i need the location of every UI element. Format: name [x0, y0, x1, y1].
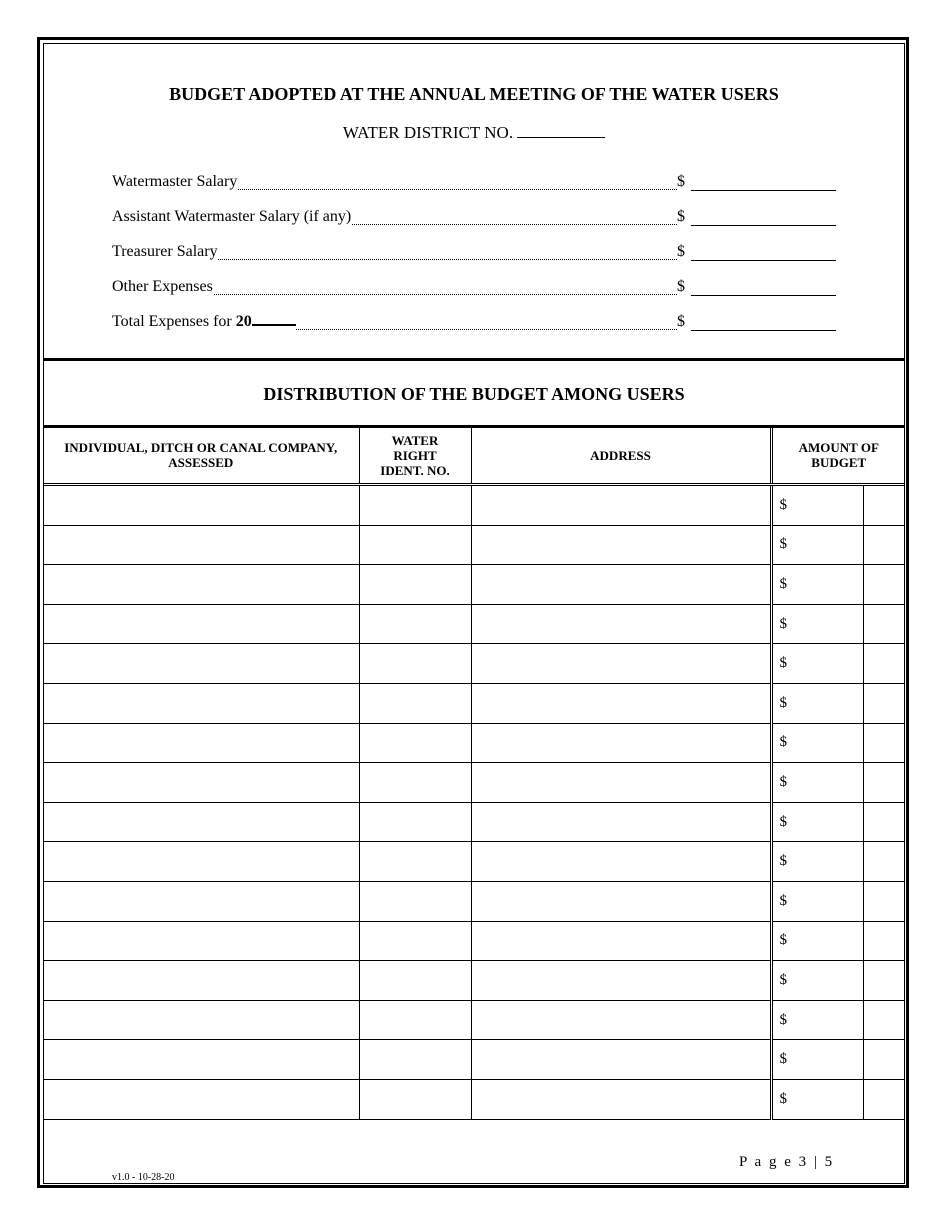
treasurer-salary-field[interactable] [691, 260, 836, 261]
expense-line-other [112, 277, 838, 299]
cell-amount[interactable] [771, 842, 863, 882]
expense-label: Other Expenses [112, 278, 213, 295]
table-row [43, 1079, 905, 1119]
table-row [43, 683, 905, 723]
table-header-row [43, 427, 905, 485]
cell-address[interactable] [471, 604, 771, 644]
cell-individual[interactable] [43, 961, 359, 1001]
dollar-sign: $ [677, 313, 685, 330]
col-header-individual: INDIVIDUAL, DITCH OR CANAL COMPANY, ASSESSED [43, 427, 359, 485]
cell-water-right[interactable] [359, 921, 471, 961]
cell-amount[interactable] [771, 802, 863, 842]
cell-amount-cents[interactable] [863, 1040, 905, 1080]
cell-amount-cents[interactable] [863, 1000, 905, 1040]
cell-amount[interactable] [771, 1079, 863, 1119]
cell-amount-cents[interactable] [863, 565, 905, 605]
cell-amount-cents[interactable] [863, 763, 905, 803]
cell-individual[interactable] [43, 565, 359, 605]
dollar-sign: $ [779, 971, 787, 988]
cell-address[interactable] [471, 1040, 771, 1080]
cell-water-right[interactable] [359, 802, 471, 842]
table-row [43, 644, 905, 684]
cell-address[interactable] [471, 961, 771, 1001]
table-row [43, 881, 905, 921]
cell-amount-cents[interactable] [863, 881, 905, 921]
cell-water-right[interactable] [359, 565, 471, 605]
dollar-sign: $ [779, 734, 787, 751]
dollar-sign: $ [677, 278, 685, 295]
expense-label: Watermaster Salary [112, 173, 238, 190]
cell-address[interactable] [471, 644, 771, 684]
dollar-sign: $ [779, 536, 787, 553]
cell-address[interactable] [471, 881, 771, 921]
cell-address[interactable] [471, 842, 771, 882]
cell-amount-cents[interactable] [863, 921, 905, 961]
table-row [43, 961, 905, 1001]
total-year-prefix: 20 [235, 313, 252, 330]
cell-water-right[interactable] [359, 683, 471, 723]
cell-amount[interactable] [771, 961, 863, 1001]
water-district-line [43, 123, 905, 143]
dollar-sign: $ [779, 1051, 787, 1068]
table-row [43, 842, 905, 882]
cell-amount[interactable] [771, 1000, 863, 1040]
dollar-sign: $ [677, 208, 685, 225]
expense-line-assistant [112, 207, 838, 229]
table-row [43, 604, 905, 644]
cell-individual[interactable] [43, 604, 359, 644]
dollar-sign: $ [779, 813, 787, 830]
cell-amount[interactable] [771, 921, 863, 961]
table-row [43, 525, 905, 565]
cell-individual[interactable] [43, 683, 359, 723]
table-row [43, 723, 905, 763]
cell-address[interactable] [471, 723, 771, 763]
total-year-field[interactable] [252, 312, 296, 326]
cell-amount[interactable] [771, 525, 863, 565]
dollar-sign: $ [779, 575, 787, 592]
cell-water-right[interactable] [359, 723, 471, 763]
dollar-sign: $ [779, 892, 787, 909]
watermaster-salary-field[interactable] [691, 190, 836, 191]
cell-amount-cents[interactable] [863, 683, 905, 723]
dollar-sign: $ [779, 932, 787, 949]
cell-water-right[interactable] [359, 842, 471, 882]
dollar-sign: $ [779, 694, 787, 711]
cell-individual[interactable] [43, 485, 359, 526]
cell-amount-cents[interactable] [863, 485, 905, 526]
water-district-label: WATER DISTRICT NO. [342, 123, 514, 142]
dollar-sign: $ [779, 496, 787, 513]
cell-address[interactable] [471, 763, 771, 803]
cell-individual[interactable] [43, 1000, 359, 1040]
table-row [43, 1040, 905, 1080]
cell-amount-cents[interactable] [863, 961, 905, 1001]
dollar-sign: $ [779, 1011, 787, 1028]
version-label: v1.0 - 10-28-20 [112, 1172, 175, 1183]
table-row [43, 485, 905, 526]
cell-amount[interactable] [771, 763, 863, 803]
cell-water-right[interactable] [359, 1079, 471, 1119]
cell-amount-cents[interactable] [863, 1079, 905, 1119]
table-row [43, 763, 905, 803]
dollar-sign: $ [677, 173, 685, 190]
expense-label: Treasurer Salary [112, 243, 218, 260]
cell-individual[interactable] [43, 802, 359, 842]
cell-water-right[interactable] [359, 604, 471, 644]
table-row [43, 1000, 905, 1040]
cell-water-right[interactable] [359, 881, 471, 921]
assistant-salary-field[interactable] [691, 225, 836, 226]
table-row [43, 565, 905, 605]
dollar-sign: $ [779, 853, 787, 870]
cell-amount[interactable] [771, 644, 863, 684]
cell-address[interactable] [471, 683, 771, 723]
page-number: P a g e 3 | 5 [739, 1154, 835, 1170]
cell-amount-cents[interactable] [863, 525, 905, 565]
cell-individual[interactable] [43, 644, 359, 684]
cell-amount[interactable] [771, 565, 863, 605]
distribution-table [43, 427, 905, 1120]
cell-address[interactable] [471, 525, 771, 565]
cell-individual[interactable] [43, 763, 359, 803]
cell-amount[interactable] [771, 723, 863, 763]
cell-address[interactable] [471, 565, 771, 605]
distribution-table-body [43, 485, 905, 1120]
dollar-sign: $ [779, 1090, 787, 1107]
page-title: BUDGET ADOPTED AT THE ANNUAL MEETING OF THE WATER USERS [169, 84, 779, 104]
dollar-sign: $ [779, 615, 787, 632]
cell-individual[interactable] [43, 723, 359, 763]
cell-amount[interactable] [771, 881, 863, 921]
cell-water-right[interactable] [359, 1000, 471, 1040]
expense-total-label [112, 312, 296, 331]
dollar-sign: $ [677, 243, 685, 260]
cell-amount-cents[interactable] [863, 802, 905, 842]
cell-address[interactable] [471, 1000, 771, 1040]
expense-line-total [112, 312, 838, 334]
water-district-number-field[interactable] [517, 123, 605, 138]
cell-water-right[interactable] [359, 961, 471, 1001]
cell-address[interactable] [471, 1079, 771, 1119]
cell-amount-cents[interactable] [863, 644, 905, 684]
cell-amount[interactable] [771, 1040, 863, 1080]
cell-water-right[interactable] [359, 763, 471, 803]
cell-amount-cents[interactable] [863, 723, 905, 763]
cell-amount[interactable] [771, 683, 863, 723]
section-divider [43, 358, 905, 361]
cell-individual[interactable] [43, 842, 359, 882]
table-row [43, 921, 905, 961]
cell-amount-cents[interactable] [863, 842, 905, 882]
cell-amount[interactable] [771, 485, 863, 526]
cell-address[interactable] [471, 485, 771, 526]
cell-individual[interactable] [43, 1040, 359, 1080]
col-header-address: ADDRESS [471, 427, 771, 485]
col-header-amount: AMOUNT OF BUDGET [771, 427, 905, 485]
cell-individual[interactable] [43, 1079, 359, 1119]
cell-water-right[interactable] [359, 525, 471, 565]
table-row [43, 802, 905, 842]
cell-amount-cents[interactable] [863, 604, 905, 644]
col-header-water-right: WATER RIGHT IDENT. NO. [359, 427, 471, 485]
expense-line-watermaster [112, 172, 838, 194]
cell-water-right[interactable] [359, 1040, 471, 1080]
expense-line-treasurer [112, 242, 838, 264]
cell-individual[interactable] [43, 881, 359, 921]
cell-amount[interactable] [771, 604, 863, 644]
cell-water-right[interactable] [359, 485, 471, 526]
cell-individual[interactable] [43, 525, 359, 565]
dollar-sign: $ [779, 655, 787, 672]
total-expenses-field[interactable] [691, 330, 836, 331]
expense-label: Assistant Watermaster Salary (if any) [112, 208, 352, 225]
cell-individual[interactable] [43, 921, 359, 961]
dollar-sign: $ [779, 773, 787, 790]
cell-address[interactable] [471, 802, 771, 842]
cell-water-right[interactable] [359, 644, 471, 684]
distribution-title: DISTRIBUTION OF THE BUDGET AMONG USERS [263, 384, 685, 404]
total-label-text: Total Expenses for [112, 313, 232, 330]
other-expenses-field[interactable] [691, 295, 836, 296]
cell-address[interactable] [471, 921, 771, 961]
